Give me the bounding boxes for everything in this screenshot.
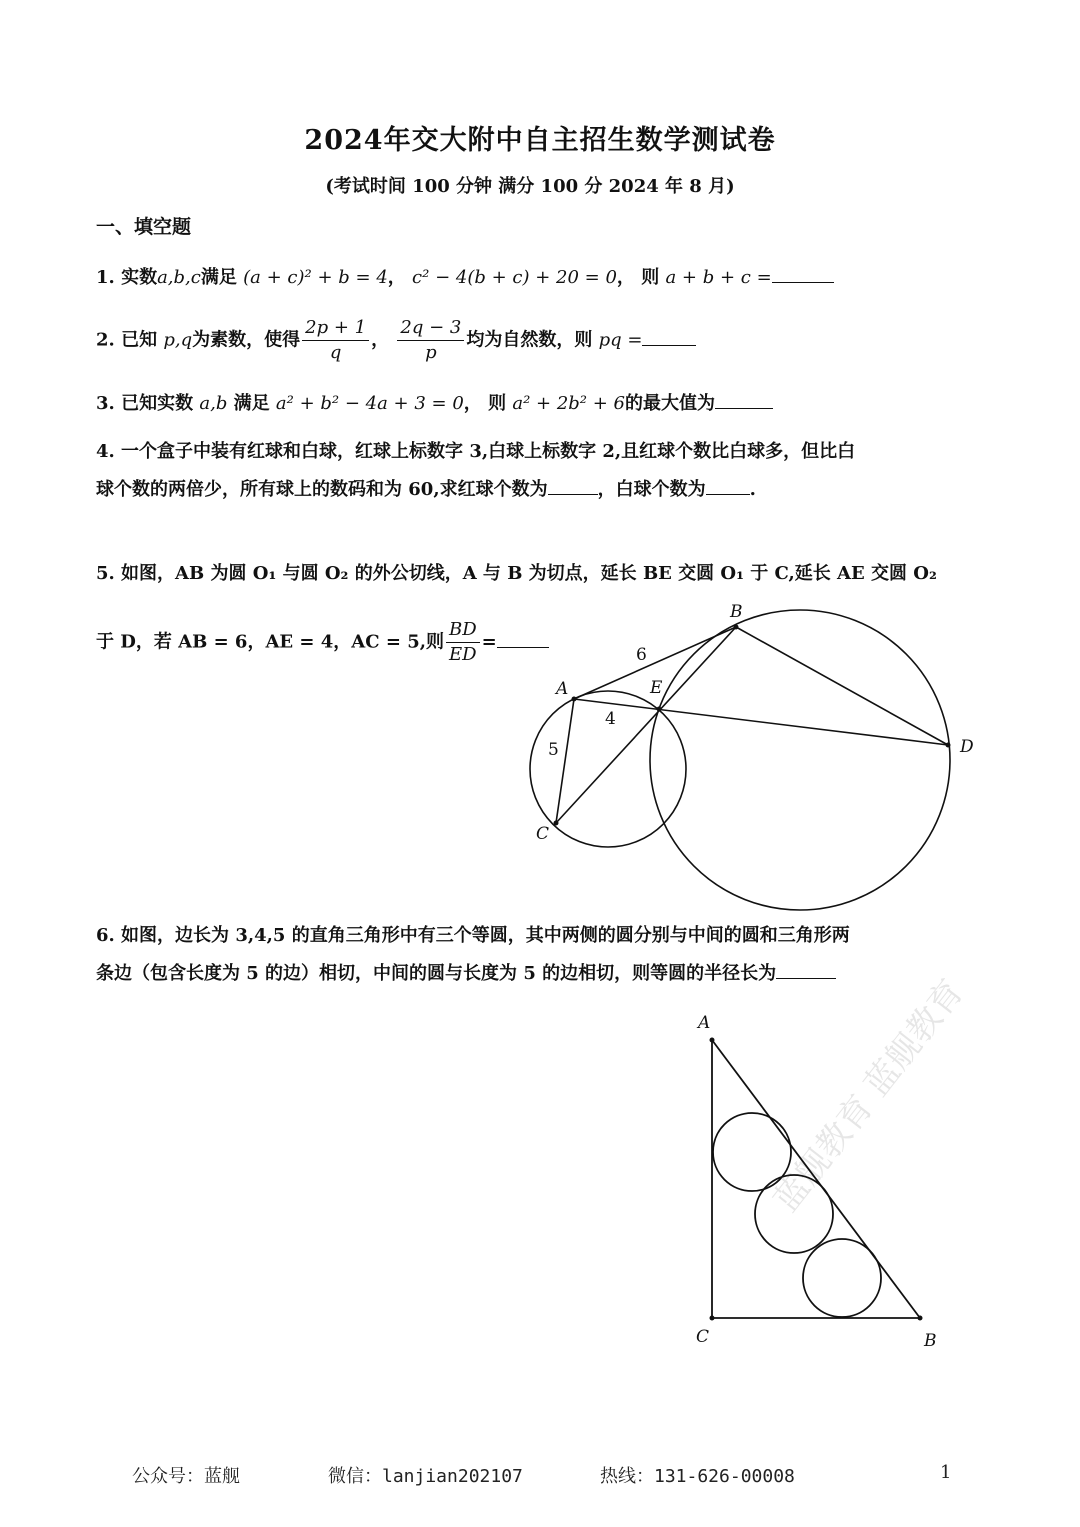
question-4-line-1: 4. 一个盒子中装有红球和白球，红球上标数字 3,白球上标数字 2,且红球个数比白球多，但比白 bbox=[96, 441, 856, 462]
label-d: D bbox=[960, 737, 974, 757]
q5-line2-text: 于 D，若 AB = 6，AE = 4，AC = 5,则 bbox=[96, 631, 444, 653]
page-title: 2024年交大附中自主招生数学测试卷 bbox=[304, 125, 776, 156]
q3-prefix: 已知实数 bbox=[121, 393, 194, 414]
q3-number: 3. bbox=[96, 393, 115, 414]
q1-then: 则 bbox=[641, 267, 660, 288]
watermark: 蓝舰教育 蓝舰教育 bbox=[766, 972, 972, 1220]
q1-number: 1. bbox=[96, 267, 115, 288]
q2-prefix: 已知 bbox=[121, 329, 158, 351]
equal-circle-top bbox=[713, 1113, 791, 1191]
q2-ask: pq = bbox=[598, 329, 643, 351]
q1-ask: a + b + c = bbox=[665, 267, 772, 288]
footer-wechat-label: 微信： bbox=[328, 1466, 382, 1487]
q6-label-b: B bbox=[924, 1331, 937, 1351]
q4-line2-part-c: . bbox=[749, 479, 756, 500]
q5-equals: = bbox=[481, 631, 497, 653]
footer-hotline-number: 131-626-00008 bbox=[654, 1466, 795, 1487]
segment-ac bbox=[556, 699, 574, 823]
q1-equation-2: c² − 4(b + c) + 20 = 0 bbox=[412, 267, 617, 288]
footer-wechat bbox=[328, 1462, 523, 1488]
length-ac: 5 bbox=[548, 740, 559, 760]
q4-line2-part-a: 球个数的两倍少，所有球上的数码和为 60,求红球个数为 bbox=[96, 479, 548, 500]
label-b: B bbox=[730, 602, 743, 622]
q2-frac1-denominator: q bbox=[329, 342, 342, 363]
question-5-line-1: 5. 如图，AB 为圆 O₁ 与圆 O₂ 的外公切线，A 与 B 为切点，延长 BE 交圆 O₁ 于 C,延长 AE 交圆 O₂ bbox=[96, 563, 937, 584]
footer-account: 公众号：蓝舰 bbox=[132, 1466, 240, 1487]
q1-cond-label: 满足 bbox=[200, 267, 237, 288]
q2-frac1-numerator: 2p + 1 bbox=[302, 316, 369, 341]
q2-frac2-numerator: 2q − 3 bbox=[397, 316, 464, 341]
q6-label-a: A bbox=[698, 1013, 711, 1033]
q1-equation-1: (a + c)² + b = 4 bbox=[243, 267, 388, 288]
q3-equation: a² + b² − 4a + 3 = 0 bbox=[275, 393, 464, 414]
q2-number: 2. bbox=[96, 329, 115, 351]
equal-circle-bottom bbox=[803, 1239, 881, 1317]
q1-prefix: 实数 bbox=[121, 267, 158, 288]
length-ab: 6 bbox=[636, 645, 647, 665]
question-3: 3. 已知实数 a,b 满足 a² + b² − 4a + 3 = 0， 则 a² + 2b² + 6的最大值为 bbox=[96, 386, 773, 422]
q6-point-b bbox=[918, 1316, 923, 1321]
point-d bbox=[946, 743, 951, 748]
point-e bbox=[657, 707, 662, 712]
question-6-line-1: 6. 如图，边长为 3,4,5 的直角三角形中有三个等圆，其中两侧的圆分别与中间的圆和三角形两 bbox=[96, 925, 850, 946]
q1-vars: a,b,c bbox=[157, 267, 201, 288]
question-2: 2. 已知 p,q为素数，使得 $\frac{2p + 1}{q}$ ， $\frac{2q - 3}{p}$ 均为自然数，则 pq = bbox=[96, 316, 696, 365]
footer-wechat-id: lanjian202107 bbox=[382, 1466, 523, 1487]
label-a: A bbox=[556, 679, 569, 699]
q5-frac-denominator: ED bbox=[449, 644, 477, 665]
point-c bbox=[554, 821, 559, 826]
q6-answer-blank[interactable] bbox=[776, 960, 836, 979]
q6-label-c: C bbox=[696, 1327, 710, 1347]
q2-vars: p,q bbox=[163, 329, 193, 351]
q3-expression: a² + 2b² + 6 bbox=[512, 393, 625, 414]
question-1: 1. 实数a,b,c满足 (a + c)² + b = 4， c² − 4(b + c) + 20 = 0， 则 a + b + c = bbox=[96, 260, 834, 296]
q2-frac2-denominator: p bbox=[425, 342, 437, 363]
q5-frac-numerator: BD bbox=[446, 618, 480, 643]
page-number: 1 bbox=[940, 1462, 952, 1483]
label-e: E bbox=[650, 678, 663, 698]
point-b bbox=[734, 625, 739, 630]
q4-line2-part-b: ，白球个数为 bbox=[597, 479, 706, 500]
q3-cond-label: 满足 bbox=[233, 393, 270, 414]
q6-line2-text: 条边（包含长度为 5 的边）相切，中间的圆与长度为 5 的边相切，则等圆的半径长为 bbox=[96, 963, 777, 984]
page-subtitle: (考试时间 100 分钟 满分 100 分 2024 年 8 月) bbox=[325, 176, 735, 197]
q6-point-c bbox=[710, 1316, 715, 1321]
question-6-line-2 bbox=[96, 956, 836, 992]
q2-suffix: 均为自然数，则 bbox=[466, 329, 593, 351]
q6-figure bbox=[712, 1040, 920, 1318]
segment-ad bbox=[574, 699, 948, 745]
side-ab bbox=[712, 1040, 920, 1318]
equal-circle-middle bbox=[755, 1175, 833, 1253]
footer-hotline bbox=[600, 1462, 795, 1488]
section-heading: 一、填空题 bbox=[96, 216, 192, 238]
q2-mid: 为素数，使得 bbox=[192, 329, 301, 351]
q6-point-a bbox=[710, 1038, 715, 1043]
q3-vars: a,b bbox=[199, 393, 228, 414]
length-ae: 4 bbox=[605, 709, 616, 729]
q3-then: 则 bbox=[488, 393, 507, 414]
point-a bbox=[572, 697, 577, 702]
segment-bd bbox=[736, 627, 948, 745]
circle-o2 bbox=[650, 610, 950, 910]
q3-suffix: 的最大值为 bbox=[624, 393, 715, 414]
footer-hotline-label: 热线： bbox=[600, 1466, 654, 1487]
label-c: C bbox=[536, 824, 550, 844]
